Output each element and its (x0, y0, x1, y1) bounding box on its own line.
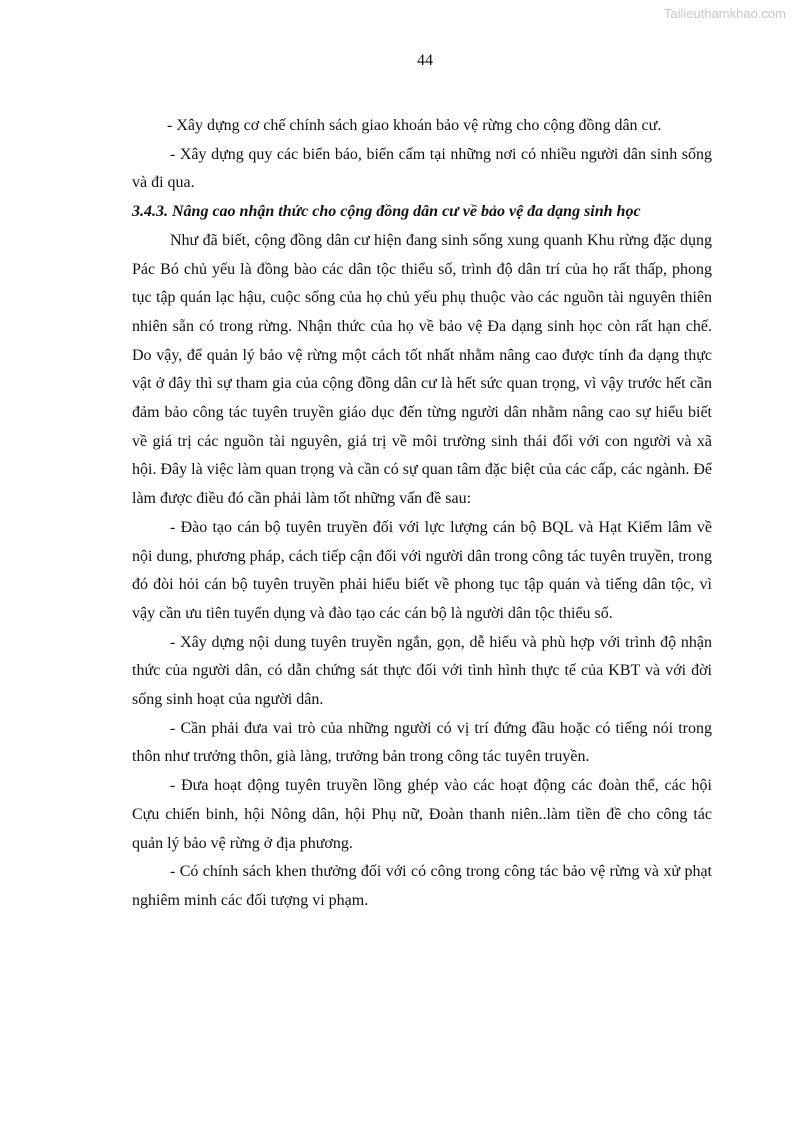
paragraph-1: - Xây dựng cơ chế chính sách giao khoán bảo vệ rừng cho cộng đồng dân cư. (167, 117, 662, 134)
page-number: 44 (417, 52, 433, 69)
paragraph-3: Như đã biết, cộng đồng dân cư hiện đang sinh sống xung quanh Khu rừng đặc dụng Pác Bó chủ yếu là đồng bào các dân tộc thiểu số, trình độ dân trí của họ rất thấp, phong tục tập quán lạc hậu, cuộc sống của họ chủ yếu phụ thuộc vào các nguồn tài nguyên thiên nhiên sẵn có trong rừng. Nhận thức của họ về bảo vệ Đa dạng sinh học còn rất hạn chế. Do vậy, để quản lý bảo vệ rừng một cách tốt nhất nhằm nâng cao được tính đa dạng thực vật ở đây thì sự tham gia của cộng đồng dân cư là hết sức quan trọng, vì vậy trước hết cần đảm bảo công tác tuyên truyền giáo dục đến từng người dân nhằm nâng cao sự hiểu biết về giá trị các nguồn tài nguyên, giá trị về môi trường sinh thái đối với con người và xã hội. Đây là việc làm quan trọng và cần có sự quan tâm đặc biệt của các cấp, các ngành. Để làm được điều đó cần phải làm tốt những vấn đề sau: (132, 231, 712, 508)
watermark: Tailieuthamkhao.com (663, 6, 786, 21)
paragraph-6: - Cần phải đưa vai trò của những người có vị trí đứng đầu hoặc có tiếng nói trong thôn như trưởng thôn, già làng, trưởng bản trong công tác tuyên truyền. (132, 719, 712, 766)
paragraph-4: - Đào tạo cán bộ tuyên truyền đối với lực lượng cán bộ BQL và Hạt Kiểm lâm về nội dung, phương pháp, cách tiếp cận đối với người dân trong công tác tuyên truyền, trong đó đòi hỏi cán bộ tuyên truyền phải hiểu biết về phong tục tập quán và tiếng dân tộc, vì vậy cần ưu tiên tuyển dụng và đào tạo các cán bộ là người dân tộc thiểu số. (132, 518, 712, 622)
paragraph-2: - Xây dựng quy các biển báo, biển cấm tại những nơi có nhiều người dân sinh sống và đi qua. (132, 145, 712, 192)
paragraph-8: - Có chính sách khen thưởng đối với có công trong công tác bảo vệ rừng và xử phạt nghiêm minh các đối tượng vi phạm. (132, 863, 712, 909)
document-body (132, 112, 712, 916)
section-heading: 3.4.3. Nâng cao nhận thức cho cộng đồng dân cư về bảo vệ đa dạng sinh học (132, 203, 641, 221)
paragraph-5: - Xây dựng nội dung tuyên truyền ngắn, gọn, dễ hiểu và phù hợp với trình độ nhận thức của người dân, có dẫn chứng sát thực đối với tình hình thực tế của KBT và với đời sống sinh hoạt của người dân. (132, 633, 712, 709)
paragraph-7: - Đưa hoạt động tuyên truyền lồng ghép vào các hoạt động các đoàn thể, các hội Cựu chiến binh, hội Nông dân, hội Phụ nữ, Đoàn thanh niên..làm tiền đề cho công tác quản lý bảo vệ rừng ở địa phương. (132, 777, 712, 852)
